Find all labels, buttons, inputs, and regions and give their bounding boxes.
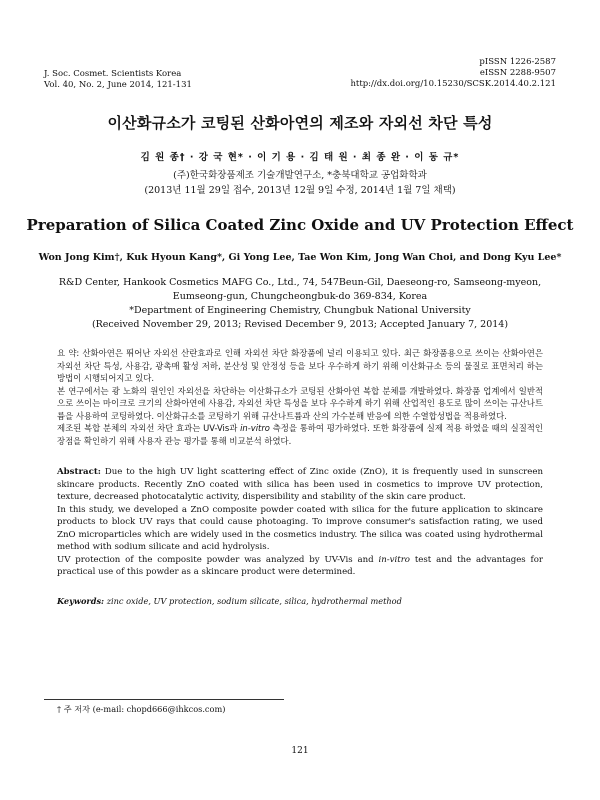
keywords-label: Keywords:	[57, 596, 105, 606]
eissn: eISSN 2288-9507	[479, 68, 556, 78]
journal-name: J. Soc. Cosmet. Scientists Korea	[44, 69, 182, 79]
english-affiliation-line-3: *Department of Engineering Chemistry, Chungbuk National University	[129, 305, 471, 316]
doi-link[interactable]: http://dx.doi.org/10.15230/SCSK.2014.40.2.121	[350, 79, 556, 89]
keywords	[57, 596, 543, 606]
korean-authors: 김 원 종† · 강 국 현* · 이 기 용 · 김 태 원 · 최 종 완 · 이 동 규*	[140, 152, 460, 163]
english-abstract-p3-italic: in-vitro	[378, 554, 410, 565]
korean-dates: (2013년 11월 29일 접수, 2013년 12월 9일 수정, 2014년 1월 7일 채택)	[144, 185, 456, 196]
korean-abstract-p2: 본 연구에서는 광 노화의 원인인 자외선을 차단하는 이산화규소가 코팅된 산화아연 복합 분체를 개발하였다. 화장품 업계에서 일반적으로 쓰이는 마이크로 크기의 산화아연에 사용감, 자외선 차단 특성을 보다 우수하게 하기 위해 산업적인 용도로 많이 쓰이는 규산나트륨을 사용하여 코팅하였다. 이산화규소를 코팅하기 위해 규산나트륨과 산의 가수분해 반응에 의한 수열합성법을 적용하였다.	[57, 385, 543, 421]
english-authors: Won Jong Kim†, Kuk Hyoun Kang*, Gi Yong Lee, Tae Won Kim, Jong Wan Choi, and Dong Kyu Lee*	[38, 252, 562, 263]
korean-title: 이산화규소가 코팅된 산화아연의 제조와 자외선 차단 특성	[107, 114, 493, 132]
english-affiliation-block	[0, 276, 600, 332]
english-title: Preparation of Silica Coated Zinc Oxide and UV Protection Effect	[26, 216, 574, 234]
english-abstract	[57, 466, 543, 579]
korean-abstract-p1	[57, 347, 543, 385]
korean-abstract	[57, 347, 543, 447]
english-affiliation-line-2: Eumseong-gun, Chungcheongbuk-do 369-834, Korea	[172, 291, 428, 302]
english-abstract-p3-a: UV protection of the composite powder was analyzed by UV-Vis and	[57, 554, 379, 565]
english-abstract-p3	[57, 554, 543, 579]
korean-abstract-label: 요 약:	[57, 348, 80, 358]
english-dates: (Received November 29, 2013; Revised December 9, 2013; Accepted January 7, 2014)	[91, 319, 509, 330]
journal-volume: Vol. 40, No. 2, June 2014, 121-131	[44, 80, 192, 90]
english-affiliation-line-1: R&D Center, Hankook Cosmetics MAFG Co., Ltd., 74, 547Beun-Gil, Daeseong-ro, Samseong-myeon,	[58, 277, 542, 288]
korean-abstract-p3-italic: in-vitro	[240, 423, 270, 433]
journal-header-right	[350, 57, 556, 90]
footnote: † 주 저자 (e-mail: chopd666@ihkcos.com)	[57, 704, 226, 714]
pissn: pISSN 1226-2587	[479, 57, 556, 67]
english-abstract-p2: In this study, we developed a ZnO composite powder coated with silica for the future application to skincare products to block UV rays that could cause photoaging. To improve consumer's satisfaction rating, we used ZnO microparticles which are widely used in the cosmetics industry. The silica was coated using hydrothermal method with sodium silicate and acid hydrolysis.	[57, 504, 543, 552]
journal-header-left	[44, 69, 192, 91]
english-abstract-p3-b: test and the advantages for practical use of this powder as a skincare product were determined.	[57, 554, 543, 577]
korean-abstract-p1-text: 산화아연은 뛰어난 자외선 산란효과로 인해 자외선 차단 화장품에 널리 이용되고 있다. 최근 화장품용으로 쓰이는 산화아연은 자외선 차단 특성, 사용감, 광촉매 활성 저하, 분산성 및 안정성 등을 보다 우수하게 하기 위해 이산화규소 등의 물질로 표면처리 하는 방법이 시행되어지고 있다.	[57, 348, 543, 383]
english-abstract-p1-text: Due to the high UV light scattering effect of Zinc oxide (ZnO), it is frequently used in sunscreen skincare products. Recently ZnO coated with silica has been used in cosmetics to improve UV protection, texture, decreased photocatalytic activity, dispersibility and stability of the skin care product.	[57, 467, 543, 502]
korean-abstract-p3-b: 측정을 통하여 평가하였다. 또한 화장품에 실제 적용 하였을 때의 실질적인 장점을 확인하기 위해 사용자 관능 평가를 통해 비교분석 하였다.	[57, 423, 543, 446]
korean-affiliation-block	[0, 168, 600, 198]
english-abstract-p1	[57, 466, 543, 504]
korean-abstract-p3	[57, 422, 543, 447]
page-number: 121	[291, 746, 309, 756]
keywords-text: zinc oxide, UV protection, sodium silicate, silica, hydrothermal method	[106, 596, 402, 606]
korean-affiliation: (주)한국화장품제조 기술개발연구소, *충북대학교 공업화학과	[173, 170, 427, 181]
korean-abstract-p3-a: 제조된 복합 분체의 자외선 차단 효과는 UV-Vis과	[57, 423, 241, 433]
footnote-divider	[44, 699, 284, 700]
english-abstract-label: Abstract:	[57, 467, 101, 477]
